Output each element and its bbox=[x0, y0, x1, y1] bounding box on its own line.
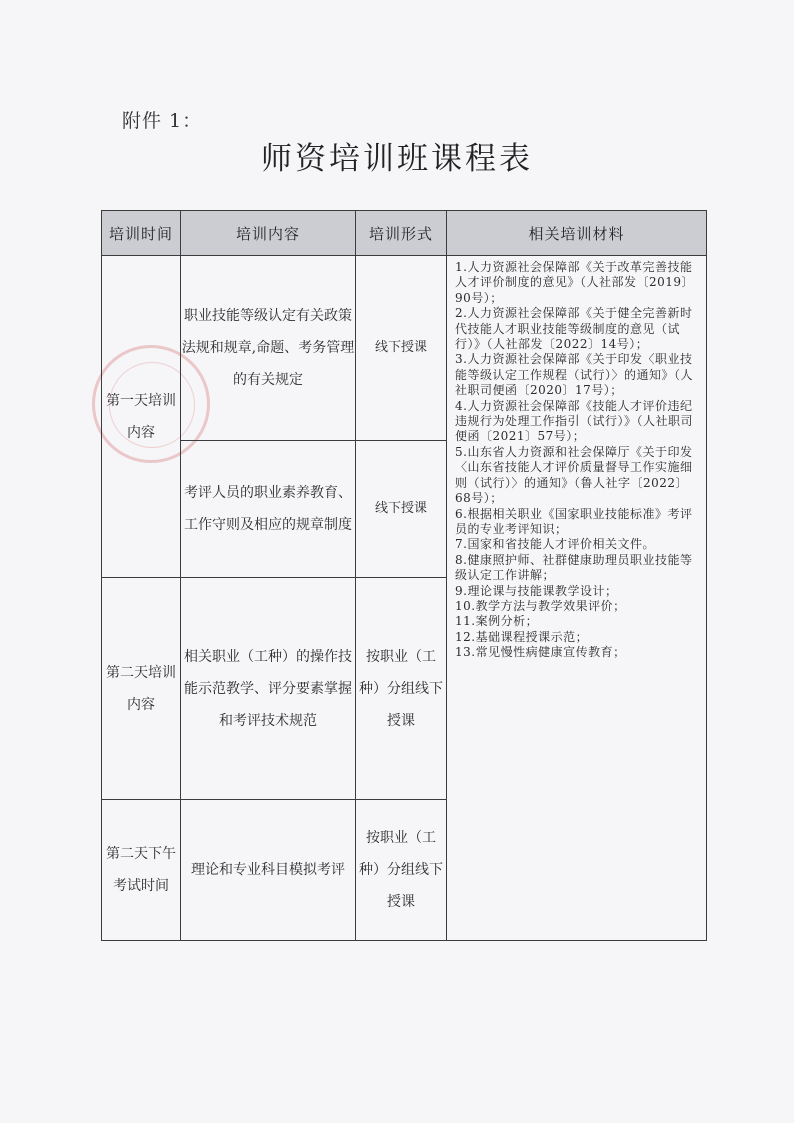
attachment-label: 附件 1： bbox=[122, 110, 203, 132]
material-item: 5.山东省人力资源和社会保障厅《关于印发〈山东省技能人才评价质量督导工作实施细则（试行）〉的通知》（鲁人社字〔2022〕68号）； bbox=[455, 444, 693, 506]
material-item: 3.人力资源社会保障部《关于印发〈职业技能等级认定工作规程（试行）〉的通知》（人社职司便函〔2020〕17号）； bbox=[455, 352, 694, 398]
header-content: 培训内容 bbox=[181, 211, 356, 256]
material-item: 13.常见慢性病健康宣传教育； bbox=[455, 645, 626, 660]
material-item: 4.人力资源社会保障部《技能人才评价违纪违规行为处理工作指引（试行）》（人社职司便函〔2021〕57号）； bbox=[455, 398, 694, 444]
row-form: 按职业（工种）分组线下授课 bbox=[356, 800, 447, 941]
row-form: 线下授课 bbox=[356, 441, 447, 578]
row-content: 职业技能等级认定有关政策法规和规章,命题、考务管理的有关规定 bbox=[181, 256, 356, 441]
material-item: 7.国家和省技能人才评价相关文件。 bbox=[455, 537, 655, 552]
header-form: 培训形式 bbox=[356, 211, 447, 256]
table-row bbox=[102, 256, 707, 441]
page-title: 师资培训班课程表 bbox=[261, 141, 533, 177]
row-time: 第一天培训内容 bbox=[102, 256, 181, 578]
row-time: 第二天培训内容 bbox=[102, 578, 181, 800]
header-time: 培训时间 bbox=[102, 211, 181, 256]
material-item: 2.人力资源社会保障部《关于健全完善新时代技能人才职业技能等级制度的意见（试行）》（人社部发〔2022〕14号）； bbox=[455, 306, 693, 352]
row-form: 线下授课 bbox=[356, 256, 447, 441]
row-time: 第二天下午考试时间 bbox=[102, 800, 181, 941]
row-form: 按职业（工种）分组线下授课 bbox=[356, 578, 447, 800]
material-item: 9.理论课与技能课教学设计； bbox=[455, 583, 618, 598]
material-item: 1.人力资源社会保障部《关于改革完善技能人才评价制度的意见》（人社部发〔2019〕90号）； bbox=[455, 260, 695, 305]
row-content: 相关职业（工种）的操作技能示范教学、评分要素掌握和考评技术规范 bbox=[181, 578, 356, 800]
table-header-row bbox=[102, 211, 707, 256]
material-item: 10.教学方法与教学效果评价； bbox=[455, 598, 626, 613]
course-table bbox=[101, 210, 707, 941]
header-materials: 相关培训材料 bbox=[447, 211, 707, 256]
row-content: 考评人员的职业素养教育、工作守则及相应的规章制度 bbox=[181, 441, 356, 578]
material-item: 6.根据相关职业《国家职业技能标准》考评员的专业考评知识； bbox=[455, 506, 693, 536]
material-item: 12.基础课程授课示范； bbox=[455, 629, 589, 644]
row-content: 理论和专业科目模拟考评 bbox=[181, 800, 356, 941]
materials-cell bbox=[447, 256, 707, 941]
material-item: 8.健康照护师、社群健康助理员职业技能等级认定工作讲解； bbox=[455, 552, 693, 583]
material-item: 11.案例分析； bbox=[455, 614, 539, 629]
